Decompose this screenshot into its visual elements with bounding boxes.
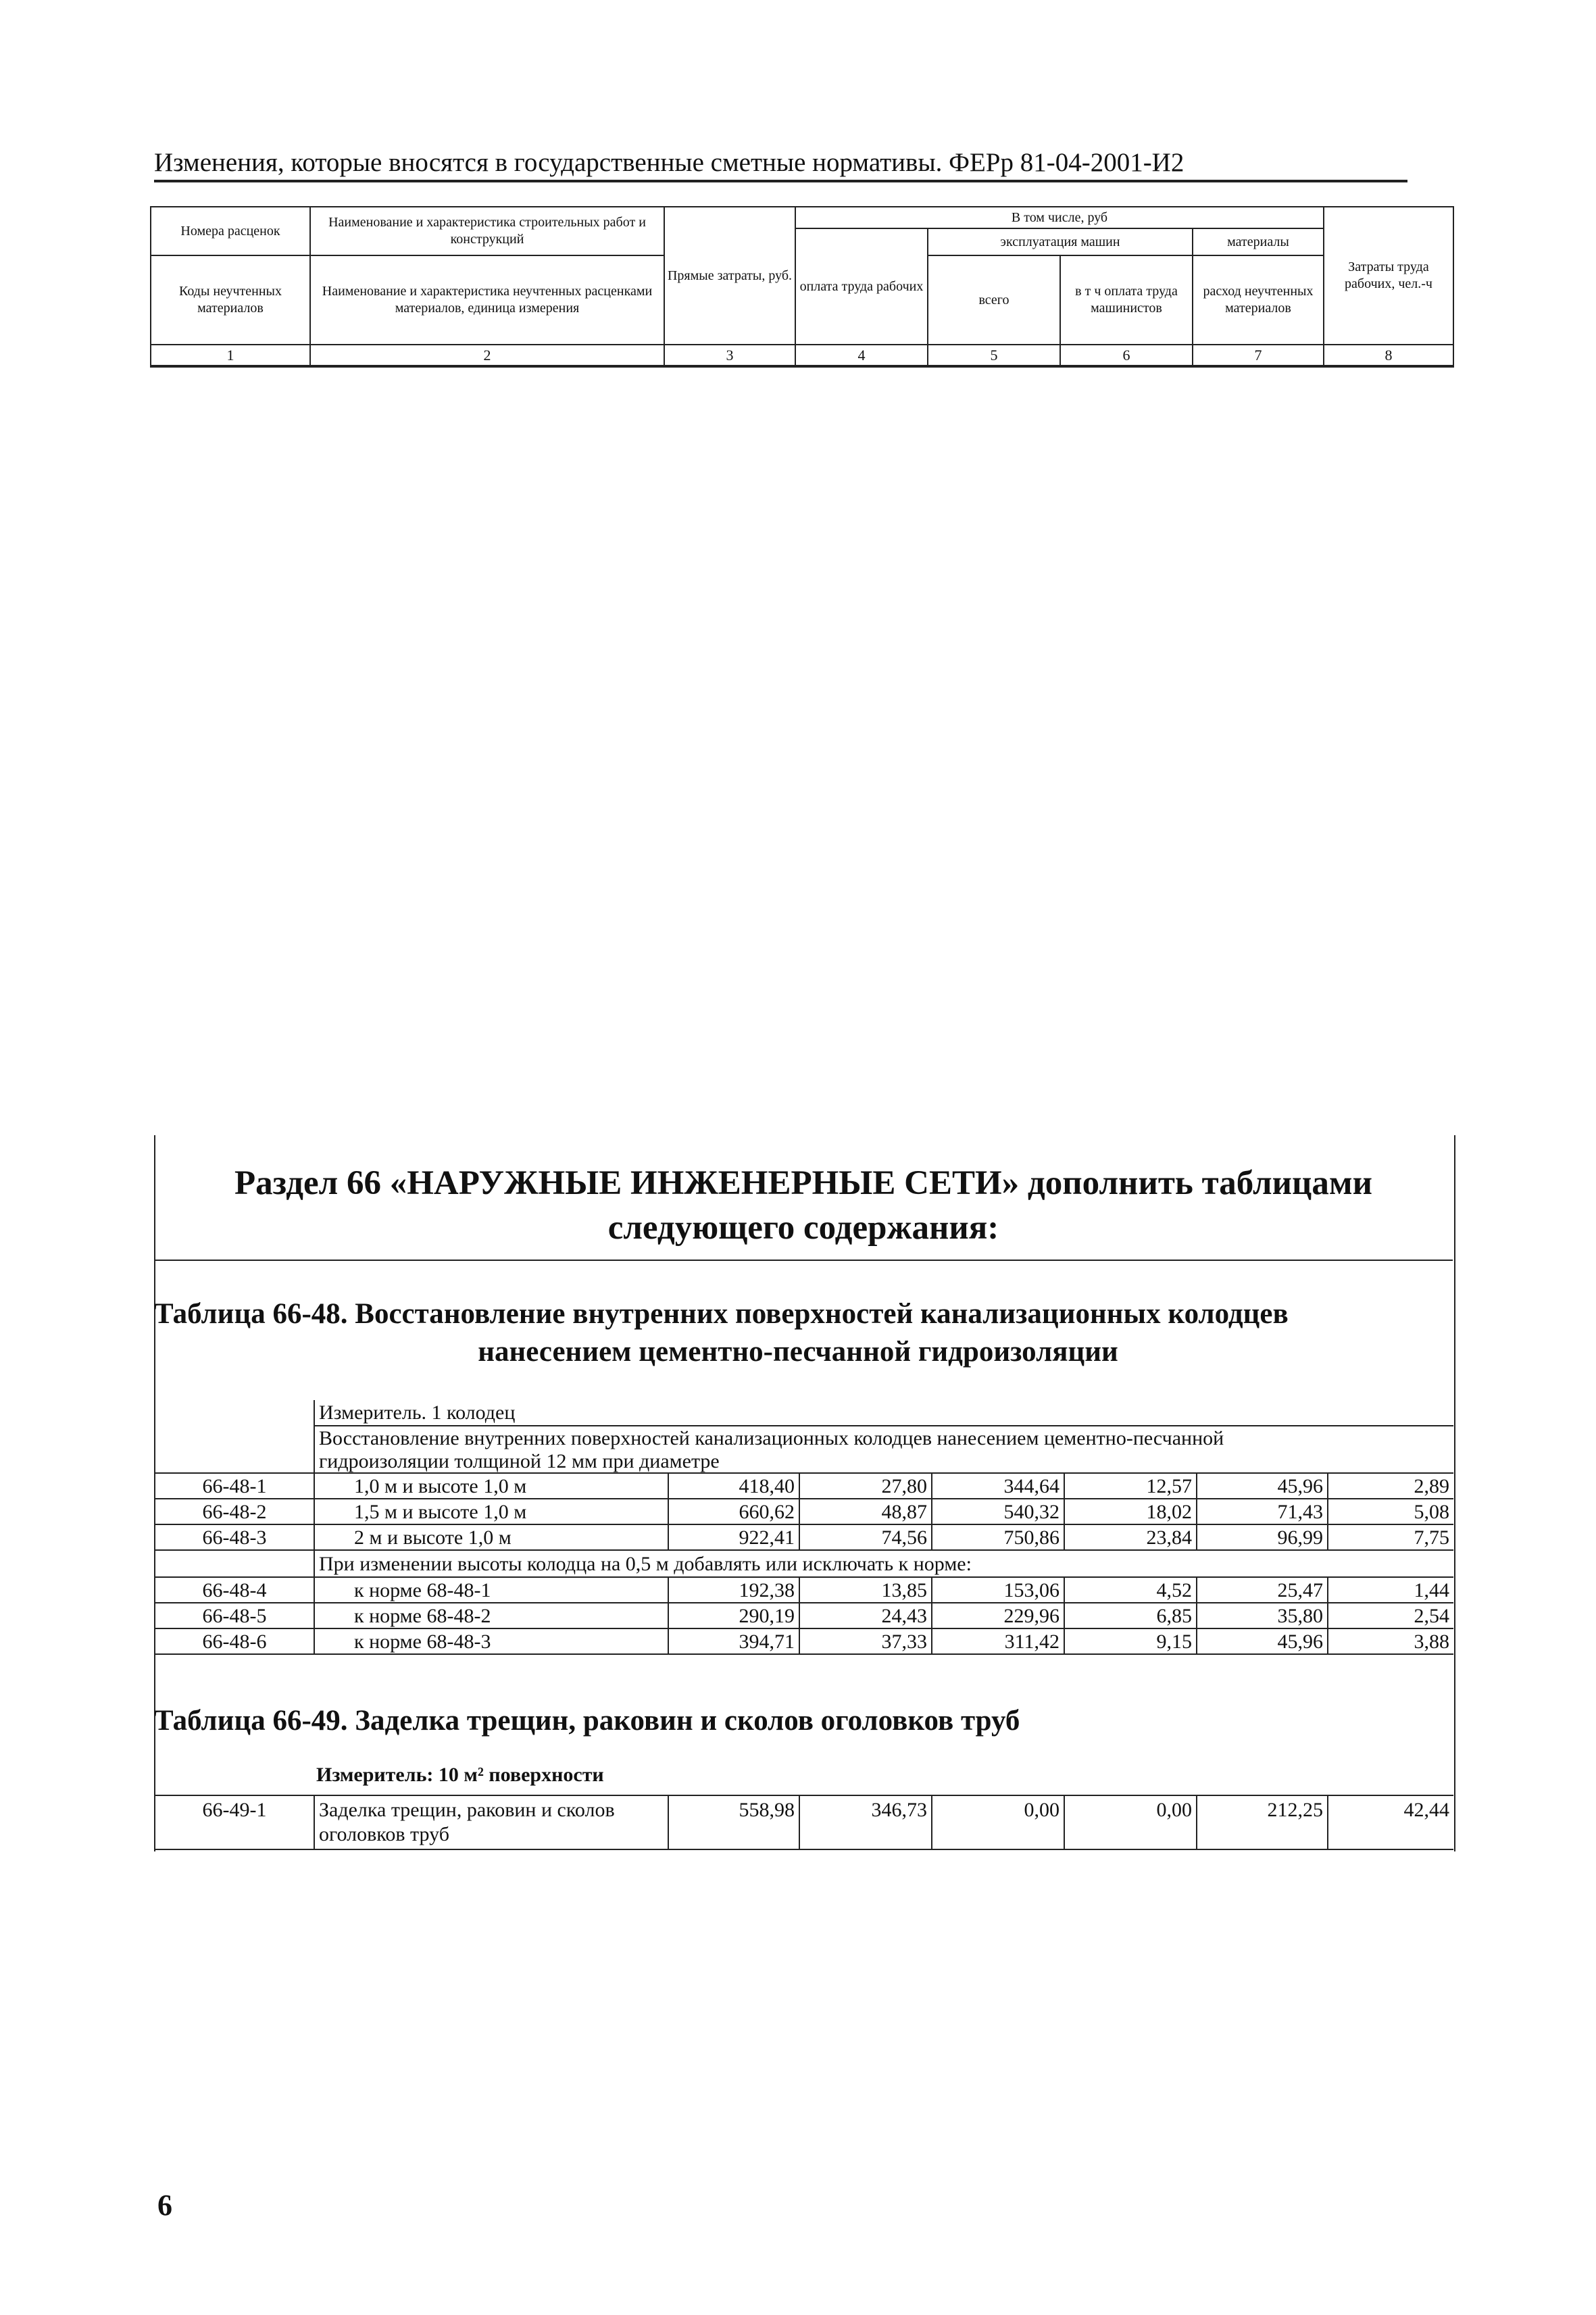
row-value: 7,75 xyxy=(1328,1524,1453,1550)
desc-66-48-line1: Восстановление внутренних поверхностей канализационных колодцев нанесением цементно-песчанной xyxy=(314,1426,1453,1450)
section-title-line2: следующего содержания: xyxy=(607,1209,999,1247)
row-name: к норме 68-48-1 xyxy=(314,1577,668,1603)
row-value: 212,25 xyxy=(1197,1795,1328,1849)
row-name: 2 м и высоте 1,0 м xyxy=(314,1524,668,1550)
row-value: 0,00 xyxy=(932,1795,1064,1849)
desc-66-48-line2: гидроизоляции толщиной 12 мм при диаметре xyxy=(314,1450,1453,1473)
row-value: 750,86 xyxy=(932,1524,1064,1550)
row-code: 66-48-4 xyxy=(155,1577,314,1603)
row-value: 9,15 xyxy=(1064,1628,1197,1654)
row-name: к норме 68-48-3 xyxy=(314,1628,668,1654)
row-name xyxy=(314,1795,668,1849)
legend-num: 3 xyxy=(664,345,795,366)
table-66-48-subtitle: нанесением цементно-песчанной гидроизоляции xyxy=(478,1336,1118,1368)
page-number: 6 xyxy=(157,2189,172,2222)
row-value: 540,32 xyxy=(932,1499,1064,1524)
legend-num: 5 xyxy=(928,345,1060,366)
table-row xyxy=(155,1577,1453,1603)
spacer-cell xyxy=(155,1426,314,1450)
row-value: 922,41 xyxy=(668,1524,799,1550)
table-row xyxy=(155,1499,1453,1524)
legend-col4: оплата труда рабочих xyxy=(795,228,928,345)
row-value: 48,87 xyxy=(799,1499,932,1524)
row-value: 5,08 xyxy=(1328,1499,1453,1524)
row-value: 37,33 xyxy=(799,1628,932,1654)
row-value: 45,96 xyxy=(1197,1628,1328,1654)
row-value: 25,47 xyxy=(1197,1577,1328,1603)
row-value: 660,62 xyxy=(668,1499,799,1524)
row-value: 1,44 xyxy=(1328,1577,1453,1603)
row-name: 1,5 м и высоте 1,0 м xyxy=(314,1499,668,1524)
row-value: 192,38 xyxy=(668,1577,799,1603)
row-value: 2,54 xyxy=(1328,1603,1453,1628)
row-value: 23,84 xyxy=(1064,1524,1197,1550)
row-value: 311,42 xyxy=(932,1628,1064,1654)
row-name: к норме 68-48-2 xyxy=(314,1603,668,1628)
legend-num: 1 xyxy=(151,345,310,366)
row-value: 418,40 xyxy=(668,1473,799,1499)
row-value: 290,19 xyxy=(668,1603,799,1628)
row-value: 24,43 xyxy=(799,1603,932,1628)
header-rule xyxy=(154,180,1407,182)
legend-num: 8 xyxy=(1324,345,1453,366)
legend-num: 2 xyxy=(310,345,664,366)
table-66-48-title: Таблица 66-48. Восстановление внутренних поверхностей канализационных колодцев xyxy=(154,1298,1289,1330)
row-value: 74,56 xyxy=(799,1524,932,1550)
row-value: 42,44 xyxy=(1328,1795,1453,1849)
row-value: 4,52 xyxy=(1064,1577,1197,1603)
row-code: 66-49-1 xyxy=(155,1795,314,1849)
table-row xyxy=(155,1795,1453,1849)
row-name-line1: Заделка трещин, раковин и сколов xyxy=(319,1799,615,1821)
row-code: 66-48-6 xyxy=(155,1628,314,1654)
row-code: 66-48-1 xyxy=(155,1473,314,1499)
legend-col1-top: Номера расценок xyxy=(151,207,310,255)
table-row xyxy=(155,1524,1453,1550)
row-value: 2,89 xyxy=(1328,1473,1453,1499)
table-row xyxy=(155,1628,1453,1654)
legend-col2-top: Наименование и характеристика строительных работ и конструкций xyxy=(310,207,664,255)
spacer-cell xyxy=(155,1400,314,1426)
row-value: 13,85 xyxy=(799,1577,932,1603)
legend-col5: всего xyxy=(928,255,1060,345)
legend-machines-label: эксплуатация машин xyxy=(928,228,1193,255)
legend-col3: Прямые затраты, руб. xyxy=(664,207,795,345)
row-value: 6,85 xyxy=(1064,1603,1197,1628)
row-value: 0,00 xyxy=(1064,1795,1197,1849)
legend-col1-bottom: Коды неучтенных материалов xyxy=(151,255,310,345)
row-value: 344,64 xyxy=(932,1473,1064,1499)
row-value: 229,96 xyxy=(932,1603,1064,1628)
row-value: 18,02 xyxy=(1064,1499,1197,1524)
legend-num: 6 xyxy=(1060,345,1193,366)
row-value: 27,80 xyxy=(799,1473,932,1499)
row-value: 394,71 xyxy=(668,1628,799,1654)
legend-col6: в т ч оплата труда машинистов xyxy=(1060,255,1193,345)
row-value: 45,96 xyxy=(1197,1473,1328,1499)
row-value: 12,57 xyxy=(1064,1473,1197,1499)
table-66-49-title: Таблица 66-49. Заделка трещин, раковин и сколов оголовков труб xyxy=(154,1705,1020,1737)
row-code: 66-48-3 xyxy=(155,1524,314,1550)
height-note: При изменении высоты колодца на 0,5 м добавлять или исключать к норме: xyxy=(314,1550,1453,1577)
row-name: 1,0 м и высоте 1,0 м xyxy=(314,1473,668,1499)
table-66-48 xyxy=(154,1400,1453,1655)
table-66-49 xyxy=(154,1795,1453,1850)
section-title-line1: Раздел 66 «НАРУЖНЫЕ ИНЖЕНЕРНЫЕ СЕТИ» дополнить таблицами xyxy=(234,1164,1373,1202)
row-code: 66-48-5 xyxy=(155,1603,314,1628)
row-name-line2: оголовков труб xyxy=(319,1823,449,1845)
running-header: Изменения, которые вносятся в государственные сметные нормативы. ФЕРр 81-04-2001-И2 xyxy=(154,148,1184,177)
legend-col2-bottom: Наименование и характеристика неучтенных расценками материалов, единица измерения xyxy=(310,255,664,345)
table-row xyxy=(155,1473,1453,1499)
row-value: 558,98 xyxy=(668,1795,799,1849)
row-value: 71,43 xyxy=(1197,1499,1328,1524)
legend-materials-label: материалы xyxy=(1193,228,1324,255)
row-code: 66-48-2 xyxy=(155,1499,314,1524)
measure-66-48: Измеритель. 1 колодец xyxy=(314,1400,1453,1426)
legend-col7: расход неучтенных материалов xyxy=(1193,255,1324,345)
table-row xyxy=(155,1603,1453,1628)
legend-col8: Затраты труда рабочих, чел.-ч xyxy=(1324,207,1453,345)
row-value: 35,80 xyxy=(1197,1603,1328,1628)
measure-66-49: Измеритель: 10 м² поверхности xyxy=(316,1764,604,1786)
row-value: 153,06 xyxy=(932,1577,1064,1603)
row-value: 3,88 xyxy=(1328,1628,1453,1654)
legend-group-label: В том числе, руб xyxy=(795,207,1324,228)
section-title xyxy=(154,1161,1453,1250)
section-divider xyxy=(154,1260,1453,1261)
legend-num: 4 xyxy=(795,345,928,366)
row-value: 346,73 xyxy=(799,1795,932,1849)
spacer-cell xyxy=(155,1550,314,1577)
row-value: 96,99 xyxy=(1197,1524,1328,1550)
legend-table xyxy=(150,206,1454,368)
legend-num: 7 xyxy=(1193,345,1324,366)
spacer-cell xyxy=(155,1450,314,1473)
